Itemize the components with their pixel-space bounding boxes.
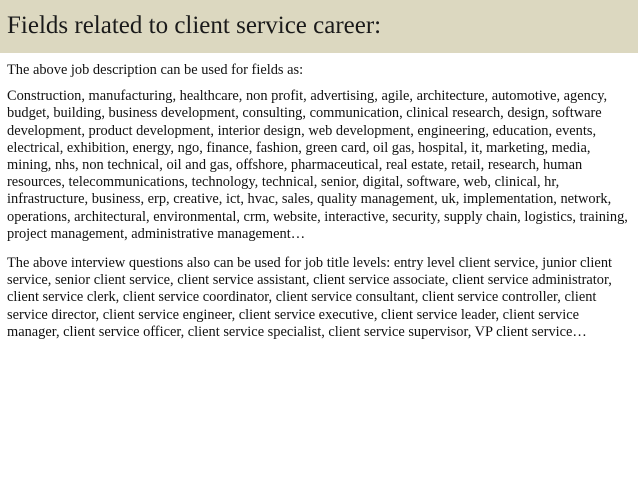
page-title: Fields related to client service career:: [7, 12, 382, 39]
intro-text: The above job description can be used for fields as:: [7, 62, 304, 78]
title-banner: [0, 0, 638, 53]
slide-body: [7, 62, 633, 341]
job-levels-text: The above interview questions also can be used for job title levels: entry level client service, junior client service, senior client service, client service assistant, client service associate, client service administrator, client service clerk, client service coordinator, client service consultant, client service controller, client service director, client service engineer, client service executive, client service leader, client service manager, client service officer, client service specialist, client service supervisor, VP client service…: [7, 255, 613, 340]
fields-list-text: Construction, manufacturing, healthcare, non profit, advertising, agile, architecture, automotive, agency, budget, building, business development, consulting, communication, clinical research, design, software development, product development, interior design, web development, engineering, education, events, electrical, exhibition, energy, ngo, finance, fashion, green card, oil gas, hospital, it, marketing, media, mining, nhs, non technical, oil and gas, offshore, pharmaceutical, real estate, retail, research, human resources, telecommunications, technology, technical, senior, digital, software, web, clinical, hr, infrastructure, business, erp, creative, ict, hvac, sales, quality management, uk, implementation, network, operations, architectural, environmental, crm, website, interactive, security, supply chain, logistics, training, project management, administrative management…: [7, 88, 628, 242]
